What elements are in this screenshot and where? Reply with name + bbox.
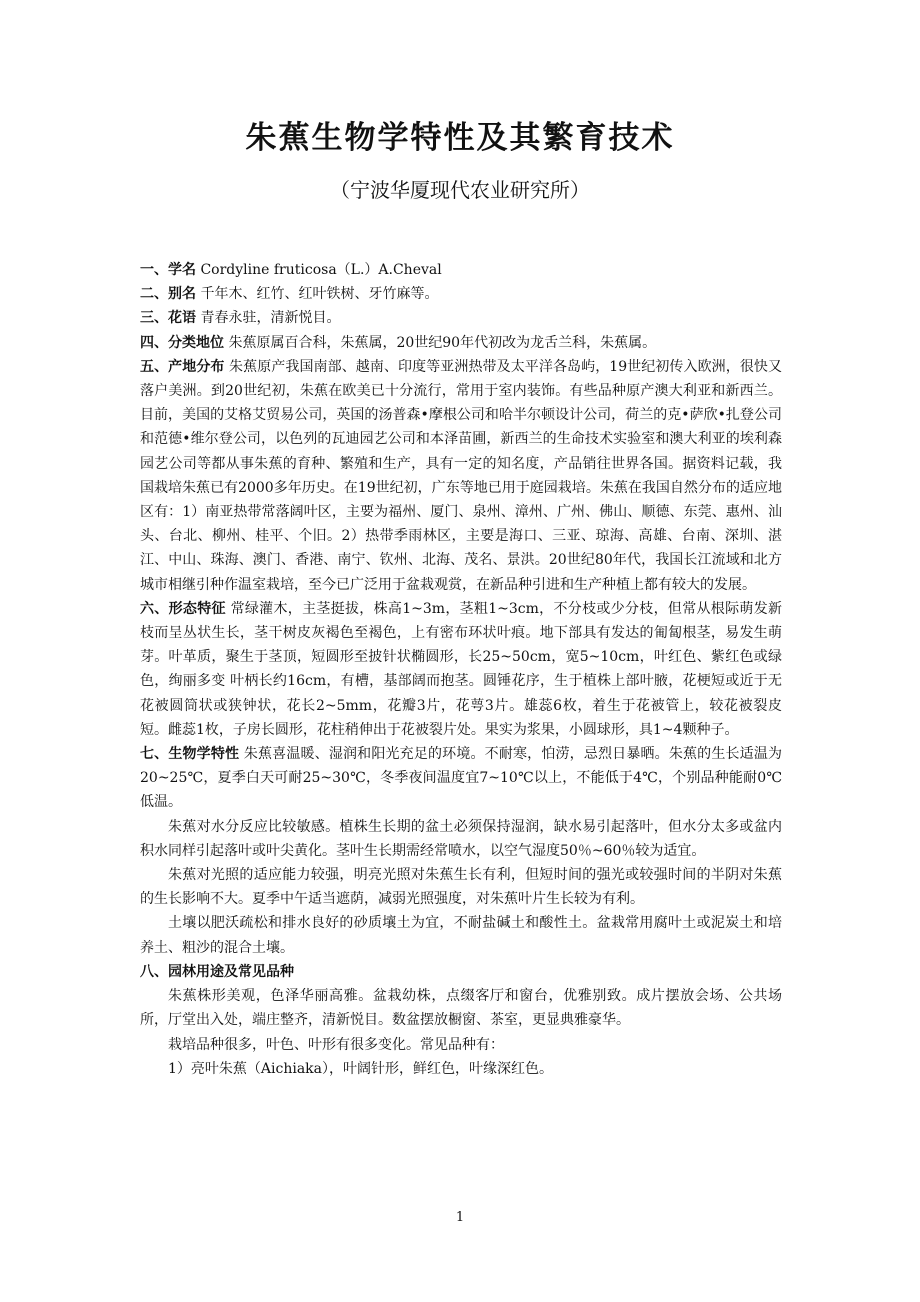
page-subtitle: （宁波华厦现代农业研究所） [330, 178, 590, 202]
section-heading: 六、形态特征 [140, 600, 226, 617]
page-title: 朱蕉生物学特性及其繁育技术 [245, 120, 675, 156]
paragraph-soil: 土壤以肥沃疏松和排水良好的砂质壤土为宜，不耐盐碱土和酸性土。盆栽常用腐叶土或泥炭土和培养土、粗沙的混合土壤。 [140, 915, 782, 956]
section-heading: 五、产地分布 [140, 358, 225, 375]
section-text: 朱蕉喜温暖、湿润和阳光充足的环境。不耐寒，怕涝，忌烈日暴晒。朱蕉的生长适温为20~25℃，夏季白天可耐25~30℃，冬季夜间温度宜7~10℃以上，不能低于4℃，个别品种能耐0℃低温。 [140, 746, 783, 811]
section-heading: 七、生物学特性 [140, 746, 240, 763]
section-distribution [140, 355, 782, 597]
section-text: 千年木、红竹、红叶铁树、牙竹麻等。 [200, 286, 439, 303]
section-heading: 四、分类地位 [140, 334, 224, 351]
section-scientific-name [140, 258, 782, 282]
section-text: 朱蕉原产我国南部、越南、印度等亚洲热带及太平洋各岛屿，19世纪初传入欧洲，很快又落户美洲。到20世纪初，朱蕉在欧美已十分流行，常用于室内装饰。有些品种原产澳大利亚和新西兰。目前，美国的艾格艾贸易公司，英国的汤普森•摩根公司和哈半尔顿设计公司，荷兰的克•萨欣•扎登公司和范德•维尔登公司，以色列的瓦迪园艺公司和本泽苗圃，新西兰的生命技术实验室和澳大利亚的埃利森园艺公司等都从事朱蕉的育种、繁殖和生产，具有一定的知名度，产品销往世界各国。据资料记载，我国栽培朱蕉已有2000多年历史。在19世纪初，广东等地已用于庭园栽培。朱蕉在我国自然分布的适应地区有：1）南亚热带常落阔叶区，主要为福州、厦门、泉州、漳州、广州、佛山、顺德、东莞、惠州、汕头、台北、柳州、桂平、个旧。2）热带季雨林区，主要是海口、三亚、琼海、高雄、台南、深圳、湛江、中山、珠海、澳门、香港、南宁、钦州、北海、茂名、景洪。20世纪80年代，我国长江流域和北方城市相继引种作温室栽培，至今已广泛用于盆栽观赏，在新品种引进和生产种植上都有较大的发展。 [140, 358, 783, 593]
section-classification [140, 331, 782, 355]
section-flower-language [140, 306, 782, 330]
paragraph-water: 朱蕉对水分反应比较敏感。植株生长期的盆土必须保持湿润，缺水易引起落叶，但水分太多或盆内积水同样引起落叶或叶尖黄化。茎叶生长期需经常喷水，以空气湿度50％~60％较为适宜。 [140, 818, 782, 859]
section-heading: 八、园林用途及常见品种 [140, 963, 294, 980]
section-landscape-heading [140, 960, 782, 984]
section-heading: 二、别名 [140, 286, 196, 303]
section-text: 朱蕉原属百合科，朱蕉属，20世纪90年代初改为龙舌兰科，朱蕉属。 [228, 334, 657, 351]
page-number: 1 [455, 1210, 465, 1225]
section-heading: 三、花语 [140, 310, 196, 327]
paragraph-landscape-use: 朱蕉株形美观，色泽华丽高雅。盆栽幼株，点缀客厅和窗台，优雅别致。成片摆放会场、公共场所，厅堂出入处，端庄整齐，清新悦目。数盆摆放橱窗、茶室，更显典雅豪华。 [140, 988, 782, 1029]
section-text: 常绿灌木，主茎挺拔，株高1~3m，茎粗1~3cm，不分枝或少分枝，但常从根际萌发新枝而呈丛状生长，茎干树皮灰褐色至褐色，上有密布环状叶痕。地下部具有发达的匍匐根茎，易发生萌芽。叶革质，聚生于茎顶，短圆形至披针状椭圆形，长25~50cm，宽5~10cm，叶红色、紫红色或绿色，绚丽多变 叶柄长约16cm，有槽，基部阔而抱茎。圆锤花序，生于植株上部叶腋，花梗短或近于无 花被圆筒状或狭钟状，花长2~5mm，花瓣3片，花萼3片。雄蕊6枚，着生于花被管上，较花被裂皮短。雌蕊1枚，子房长圆形，花柱稍伸出于花被裂片处。果实为浆果，小圆球形，具1~4颗种子。 [140, 600, 783, 738]
paragraph-varieties-intro: 栽培品种很多，叶色、叶形有很多变化。常见品种有： [168, 1036, 504, 1053]
paragraph-light: 朱蕉对光照的适应能力较强，明亮光照对朱蕉生长有利，但短时间的强光或较强时间的半阴对朱蕉的生长影响不大。夏季中午适当遮荫，减弱光照强度，对朱蕉叶片生长较为有利。 [140, 867, 782, 908]
section-morphology [140, 597, 782, 742]
section-text: Cordyline fruticosa（L.）A.Cheval [200, 262, 442, 278]
section-alias [140, 282, 782, 306]
paragraph-variety-1: 1）亮叶朱蕉（Aichiaka），叶阔针形，鲜红色，叶缘深红色。 [168, 1060, 554, 1077]
section-heading: 一、学名 [140, 262, 196, 278]
section-biology [140, 742, 782, 815]
document-body [140, 258, 782, 1081]
section-text: 青春永驻，清新悦目。 [200, 310, 341, 327]
